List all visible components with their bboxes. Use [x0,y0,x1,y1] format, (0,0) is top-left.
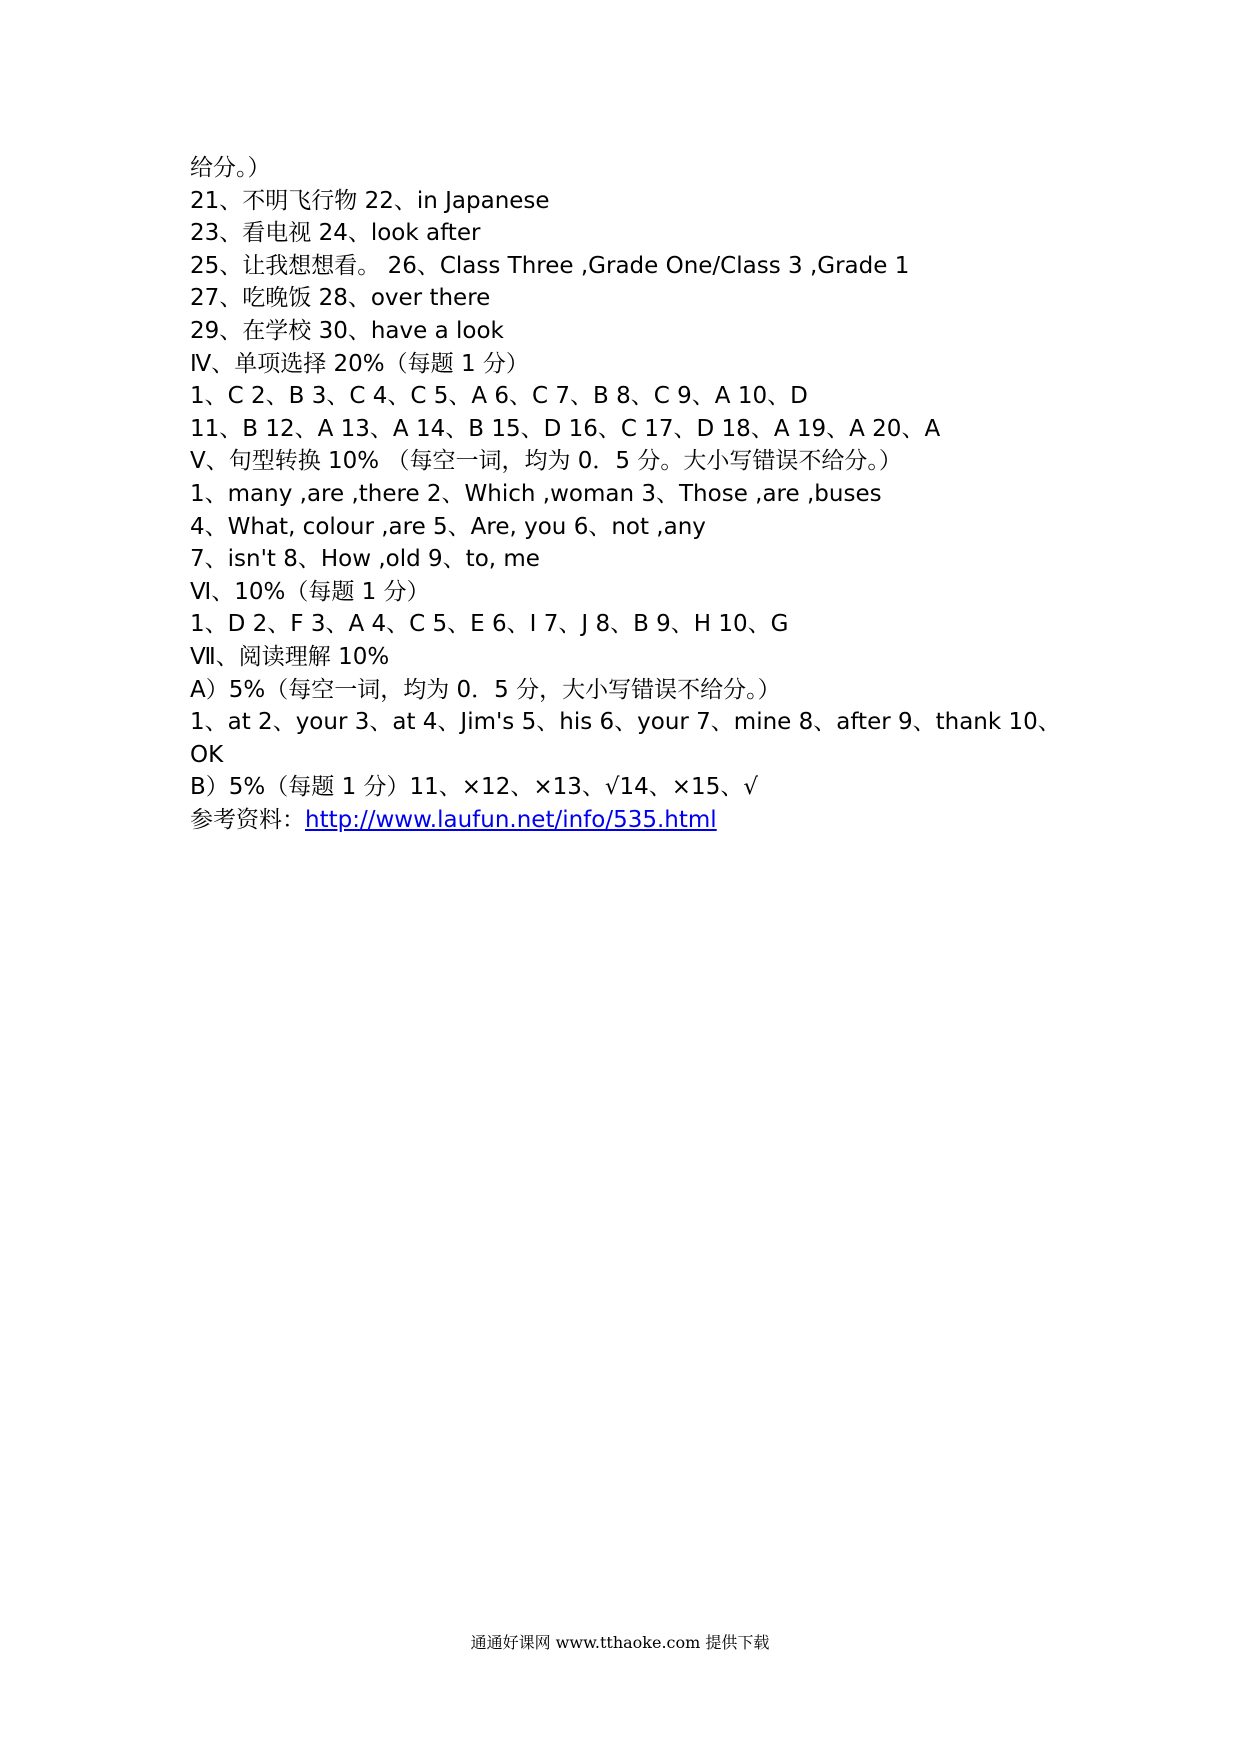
text-line: 1、many ,are ,there 2、Which ,woman 3、Those ,are ,buses [190,480,882,507]
reference-link[interactable]: http://www.laufun.net/info/535.html [305,806,717,833]
text-line: 1、C 2、B 3、C 4、C 5、A 6、C 7、B 8、C 9、A 10、D [190,383,808,410]
text-line: 1、D 2、F 3、A 4、C 5、E 6、I 7、J 8、B 9、H 10、G [190,611,789,638]
reference-line [190,804,1090,837]
text-line: 29、在学校 30、have a look [190,317,504,344]
text-line: B）5%（每题 1 分）11、×12、×13、√14、×15、√ [190,774,758,801]
text-line: A）5%（每空一词，均为 0．5 分，大小写错误不给分。） [190,676,781,703]
answer-key-body [190,152,1090,836]
text-line: 21、不明飞行物 22、in Japanese [190,187,550,214]
text-line: 1、at 2、your 3、at 4、Jim's 5、his 6、your 7、mine 8、after 9、thank 10、OK [190,709,1061,768]
text-line: 4、What, colour ,are 5、Are, you 6、not ,any [190,513,706,540]
text-line: 27、吃晚饭 28、over there [190,285,491,312]
page-footer: 通通好课网 www.tthaoke.com 提供下载 [470,1633,770,1652]
text-line: 25、让我想想看。 26、Class Three ,Grade One/Class 3 ,Grade 1 [190,252,910,279]
section-heading-vii: Ⅶ、阅读理解 10% [190,643,390,670]
text-line: 7、isn't 8、How ,old 9、to, me [190,546,540,573]
section-heading-vi: Ⅵ、10%（每题 1 分） [190,578,430,605]
section-heading-iv: Ⅳ、单项选择 20%（每题 1 分） [190,350,529,377]
text-line: 23、看电视 24、look after [190,220,481,247]
text-line: 给分。） [190,155,271,181]
text-line: 11、B 12、A 13、A 14、B 15、D 16、C 17、D 18、A 19、A 20、A [190,415,941,442]
reference-label: 参考资料： [190,806,305,833]
section-heading-v: Ⅴ、句型转换 10% （每空一词，均为 0．5 分。大小写错误不给分。） [190,448,902,475]
